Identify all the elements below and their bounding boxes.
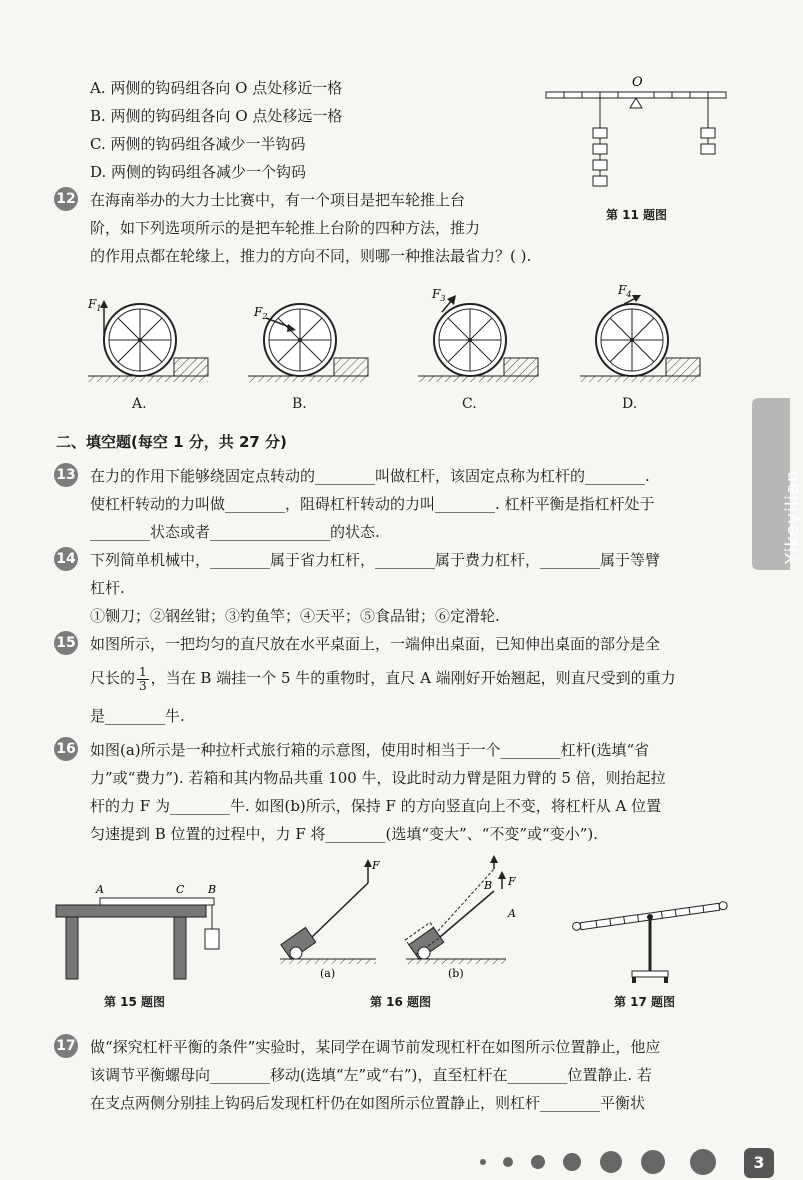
page-number: 3 [744,1148,774,1178]
fig16a-suitcase [280,859,380,980]
fig11-lever-diagram [540,70,740,200]
sidebar-brand-text: Yikeyilian [782,469,803,564]
q12-line-1: 在海南举办的大力士比赛中，有一个项目是把车轮推上台 [90,191,466,209]
fig16-sub-b: (b) [448,967,464,980]
fig15-label-a: A [96,883,104,896]
fig16b-label-b: B [484,879,493,892]
question-number-15: 15 [54,631,78,655]
footer-dot-1 [480,1159,486,1165]
q12-option-label-b: B. [292,396,307,412]
q12-option-label-a: A. [132,396,147,412]
fraction-denominator: 3 [139,678,147,693]
fig17-caption: 第 17 题图 [614,995,676,1009]
q11-option-d: D. 两侧的钩码组各减少一个钩码 [90,163,307,181]
q15-line-2 [90,660,676,696]
question-number-17: 17 [54,1034,78,1058]
q16-line-2: 力”或“费力”). 若箱和其内物品共重 100 牛，设此时动力臂是阻力臂的 5 倍，则抬起拉 [90,769,666,787]
footer-dot-6 [641,1150,665,1174]
footer-dot-3 [531,1155,545,1169]
wheel-d [580,283,700,382]
fig17-lever-stand [572,901,728,983]
fig16a-label-f: F [372,859,380,872]
fig16-sub-a: (a) [320,967,336,980]
q13-line-1: 在力的作用下能够绕固定点转动的________叫做杠杆，该固定点称为杠杆的________. [90,467,650,485]
question-number-12: 12 [54,187,78,211]
fig15-label-c: C [176,883,185,896]
footer-dot-2 [503,1157,513,1167]
q12-line-3: 的作用点都在轮缘上，推力的方向不同，则哪一种推法最省力？( ). [90,247,532,265]
q14-line-1: 下列简单机械中，________属于省力杠杆，________属于费力杠杆，________属于等臂 [90,551,661,569]
q13-line-2: 使杠杆转动的力叫做________，阻碍杠杆转动的力叫________. 杠杆平衡是指杠杆处于 [90,495,655,513]
wheel-b [248,304,368,382]
fig15-caption: 第 15 题图 [104,995,166,1009]
q12-wheels-figure [80,280,700,390]
footer-dot-7 [690,1149,716,1175]
fig16b-label-a: A [508,907,516,920]
q15-line-2-after: ，当在 B 端挂一个 5 牛的重物时，直尺 A 端刚好开始翘起，则直尺受到的重力 [150,669,676,687]
q17-line-2: 该调节平衡螺母向________移动(选填“左”或“右”)，直至杠杆在________位置静止. 若 [90,1066,652,1084]
q16-line-1: 如图(a)所示是一种拉杆式旅行箱的示意图，使用时相当于一个________杠杆(选填“省 [90,741,650,759]
q15-line-1: 如图所示，一把均匀的直尺放在水平桌面上，一端伸出桌面，已知伸出桌面的部分是全 [90,635,661,653]
q11-option-b: B. 两侧的钩码组各向 O 点处移远一格 [90,107,343,125]
footer-dot-5 [600,1151,622,1173]
q17-line-1: 做“探究杠杆平衡的条件”实验时，某同学在调节前发现杠杆在如图所示位置静止，他应 [90,1038,661,1056]
question-number-16: 16 [54,737,78,761]
fig16b-label-f: F [508,875,516,888]
fig16-caption: 第 16 题图 [370,995,432,1009]
wheel-c [418,287,538,382]
footer-dot-4 [563,1153,581,1171]
q15-line-3: 是________牛. [90,707,185,725]
fig11-caption: 第 11 题图 [606,208,668,222]
force-label-f3: $F_3$ [432,287,446,303]
fig15-table [56,883,219,979]
q15-line-2-before: 尺长的 [90,669,136,687]
fraction-one-third [137,666,149,693]
fraction-numerator: 1 [139,664,147,679]
q16-line-3: 杆的力 F 为________牛. 如图(b)所示，保持 F 的方向竖直向上不变，将杠杆从 A 位置 [90,797,662,815]
fig15-label-b: B [208,883,217,896]
q11-option-a: A. 两侧的钩码组各向 O 点处移近一格 [90,79,343,97]
section-title: 二、填空题(每空 1 分，共 27 分) [56,433,287,451]
figures-15-16-17 [50,855,750,990]
question-number-13: 13 [54,463,78,487]
q12-option-label-c: C. [462,396,477,412]
q11-option-c: C. 两侧的钩码组各减少一半钩码 [90,135,306,153]
q17-line-3: 在支点两侧分别挂上钩码后发现杠杆仍在如图所示位置静止，则杠杆________平衡状 [90,1094,646,1112]
force-label-f2: $F_2$ [254,305,268,321]
wheel-a [87,297,208,382]
question-number-14: 14 [54,547,78,571]
force-label-f4: $F_4$ [618,283,632,299]
q12-option-label-d: D. [622,396,638,412]
q13-line-3: ________状态或者________________的状态. [90,523,380,541]
force-label-f1: $F_1$ [88,297,102,313]
q14-line-2: 杠杆. [90,579,125,597]
q16-line-4: 匀速提到 B 位置的过程中，力 F 将________(选填“变大”、“不变”或“变小”). [90,825,598,843]
fig16b-suitcase [405,855,516,980]
fig11-o-label: O [632,75,643,90]
q12-line-2: 阶，如下列选项所示的是把车轮推上台阶的四种方法，推力 [90,219,481,237]
q14-line-3: ①铡刀；②钢丝钳；③钓鱼竿；④天平；⑤食品钳；⑥定滑轮. [90,607,500,625]
